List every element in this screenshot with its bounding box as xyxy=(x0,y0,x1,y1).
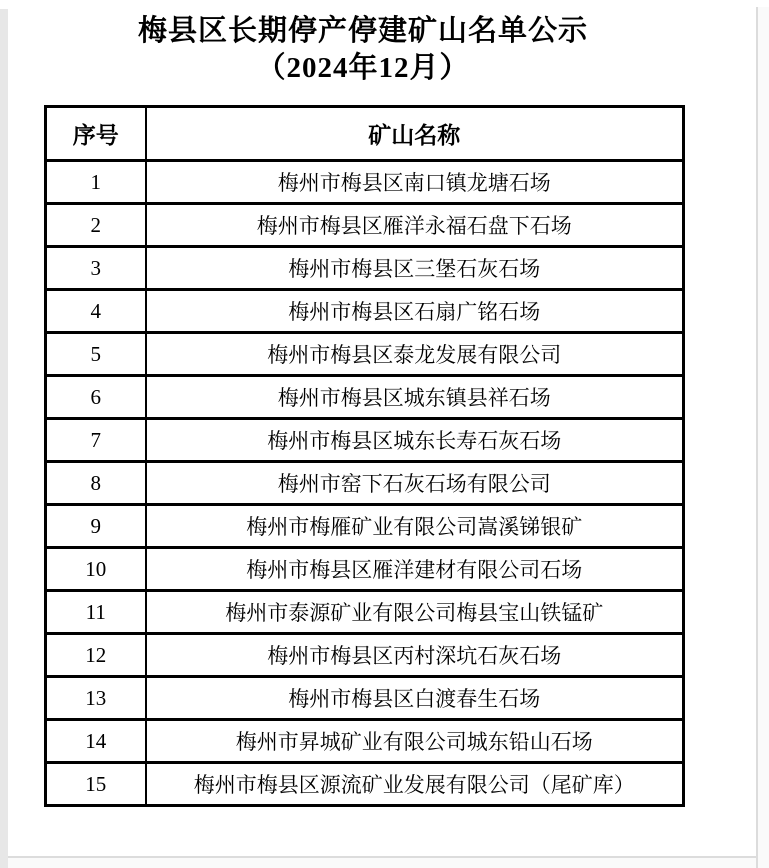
mine-name-cell: 梅州市梅县区雁洋建材有限公司石场 xyxy=(146,548,684,591)
row-index-cell: 9 xyxy=(46,505,146,548)
mine-name-cell: 梅州市梅县区南口镇龙塘石场 xyxy=(146,161,684,204)
table-row xyxy=(46,720,684,763)
mine-name-cell: 梅州市梅县区泰龙发展有限公司 xyxy=(146,333,684,376)
row-index-cell: 12 xyxy=(46,634,146,677)
table-row xyxy=(46,204,684,247)
header-row xyxy=(46,107,684,161)
table-row xyxy=(46,419,684,462)
mine-name-cell: 梅州市梅雁矿业有限公司嵩溪锑银矿 xyxy=(146,505,684,548)
mine-name-cell: 梅州市泰源矿业有限公司梅县宝山铁锰矿 xyxy=(146,591,684,634)
page-edge-left xyxy=(0,9,8,868)
table-row xyxy=(46,247,684,290)
mine-name-cell: 梅州市梅县区城东长寿石灰石场 xyxy=(146,419,684,462)
mine-name-cell: 梅州市梅县区丙村深坑石灰石场 xyxy=(146,634,684,677)
row-index-cell: 11 xyxy=(46,591,146,634)
mine-list-table xyxy=(44,105,685,807)
table-row xyxy=(46,376,684,419)
title-line-2: （2024年12月） xyxy=(256,52,470,84)
row-index-cell: 5 xyxy=(46,333,146,376)
row-index-cell: 14 xyxy=(46,720,146,763)
table-row xyxy=(46,548,684,591)
mine-name-cell: 梅州市梅县区城东镇县祥石场 xyxy=(146,376,684,419)
table-row xyxy=(46,290,684,333)
row-index-cell: 2 xyxy=(46,204,146,247)
table-row xyxy=(46,505,684,548)
mine-name-cell: 梅州市梅县区雁洋永福石盘下石场 xyxy=(146,204,684,247)
title-line-1: 梅县区长期停产停建矿山名单公示 xyxy=(137,15,588,47)
row-index-cell: 7 xyxy=(46,419,146,462)
mine-name-cell: 梅州市梅县区三堡石灰石场 xyxy=(146,247,684,290)
table-row xyxy=(46,161,684,204)
document-title xyxy=(44,13,682,87)
row-index-cell: 1 xyxy=(46,161,146,204)
mine-name-cell: 梅州市梅县区白渡春生石场 xyxy=(146,677,684,720)
mine-name-cell: 梅州市窑下石灰石场有限公司 xyxy=(146,462,684,505)
table-row xyxy=(46,333,684,376)
table-row xyxy=(46,677,684,720)
mine-name-cell: 梅州市梅县区石扇广铭石场 xyxy=(146,290,684,333)
row-index-cell: 10 xyxy=(46,548,146,591)
row-index-cell: 8 xyxy=(46,462,146,505)
table-row xyxy=(46,763,684,806)
mine-name-cell: 梅州市昇城矿业有限公司城东铅山石场 xyxy=(146,720,684,763)
page-edge-right-fill xyxy=(758,7,769,868)
mine-table-body xyxy=(46,161,684,806)
row-index-cell: 13 xyxy=(46,677,146,720)
table-row xyxy=(46,634,684,677)
row-index-cell: 4 xyxy=(46,290,146,333)
table-row xyxy=(46,591,684,634)
header-mine-name: 矿山名称 xyxy=(146,107,684,161)
table-row xyxy=(46,462,684,505)
row-index-cell: 3 xyxy=(46,247,146,290)
mine-name-cell: 梅州市梅县区源流矿业发展有限公司（尾矿库） xyxy=(146,763,684,806)
row-index-cell: 6 xyxy=(46,376,146,419)
mine-table-head xyxy=(46,107,684,161)
row-index-cell: 15 xyxy=(46,763,146,806)
page-edge-bottom-fill xyxy=(8,858,756,868)
header-index: 序号 xyxy=(46,107,146,161)
